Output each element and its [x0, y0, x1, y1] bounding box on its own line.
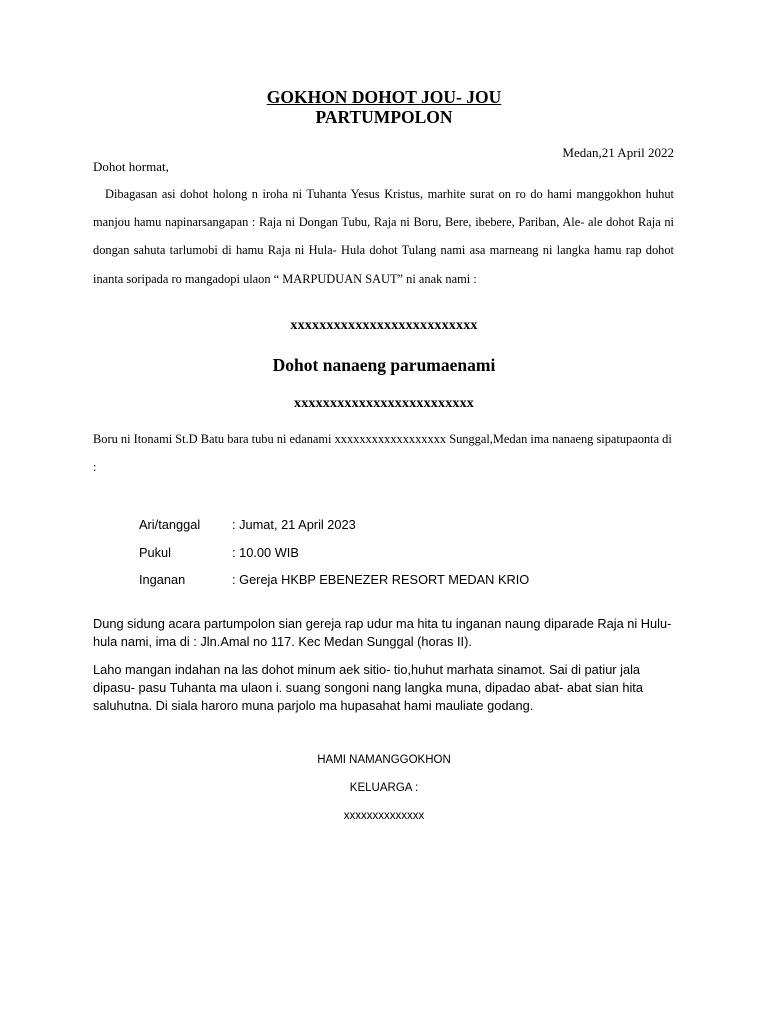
opening-paragraph: Dibagasan asi dohot holong n iroha ni Tuhanta Yesus Kristus, marhite surat on ro do hami manggokhon huhut manjou hamu napinarsangapan : Raja ni Dongan Tubu, Raja ni Boru, Bere, ibebere, Pariban, Ale- ale dohot Raja ni dongan sahuta tarlumobi di hamu Raja ni Hula- Hula dohot Tulang nami asa marneang ni langka hamu rap dohot inanta soripada ro mangadopi ulaon “ MARPUDUAN SAUT” ni anak nami :	[93, 187, 674, 286]
event-row-date	[139, 515, 529, 543]
event-details	[139, 515, 529, 598]
groom-name: xxxxxxxxxxxxxxxxxxxxxxxxxx	[290, 318, 478, 333]
document-title: GOKHON DOHOT JOU- JOU	[266, 87, 502, 107]
event-row-place	[139, 570, 529, 598]
letter-date: Medan,21 April 2022	[562, 145, 674, 160]
event-value: : 10.00 WIB	[232, 544, 299, 560]
event-label: Inganan	[139, 572, 186, 587]
closing-paragraph-1: Dung sidung acara partumpolon sian gereja rap udur ma hita tu inganan naung diparade Raja ni Hulu- hula nami, ima di : Jln.Amal no 117. Kec Medan Sunggal (horas II).	[93, 616, 672, 649]
closing-section	[93, 615, 683, 725]
event-value: : Gereja HKBP EBENEZER RESORT MEDAN KRIO	[232, 572, 530, 587]
signature-line-3: xxxxxxxxxxxxxx	[343, 810, 425, 822]
connector-heading: Dohot nanaeng parumaenami	[272, 355, 496, 375]
signature-line-2: KELUARGA :	[349, 782, 419, 794]
letter-greeting: Dohot hormat,	[93, 159, 169, 174]
closing-paragraph-2: Laho mangan indahan na las dohot minum aek sitio- tio,huhut marhata sinamot. Sai di patiur jala dipasu- pasu Tuhanta ma ulaon i. suang songoni nang langka muna, dipadao abat- abat sian hita saluhutna. Di siala haroro muna parjolo ma hupasahat hami mauliate godang.	[93, 662, 643, 713]
bride-name: xxxxxxxxxxxxxxxxxxxxxxxxx	[294, 396, 474, 411]
event-row-time	[139, 543, 529, 571]
bride-paragraph: Boru ni Itonami St.D Batu bara tubu ni edanami xxxxxxxxxxxxxxxxxx Sunggal,Medan ima nanaeng sipatupaonta di :	[93, 432, 672, 474]
document-subtitle: PARTUMPOLON	[315, 107, 453, 127]
event-label: Pukul	[139, 544, 172, 560]
signature-line-1: HAMI NAMANGGOKHON	[317, 754, 451, 766]
event-label: Ari/tanggal	[139, 517, 201, 532]
event-value: : Jumat, 21 April 2023	[232, 517, 356, 532]
